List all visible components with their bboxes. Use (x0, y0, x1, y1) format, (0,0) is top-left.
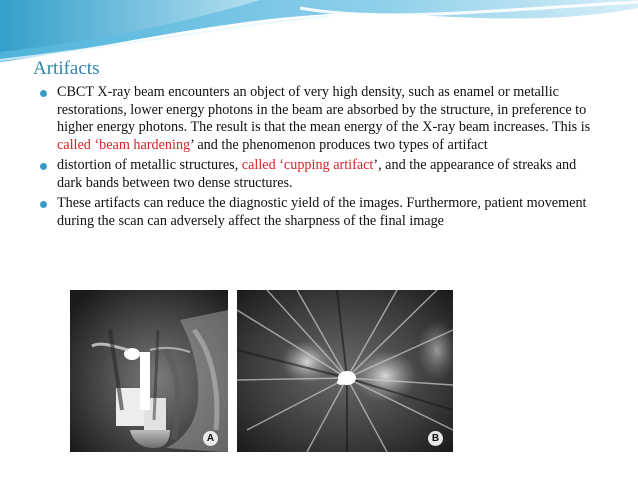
figure-badge-a: A (203, 431, 218, 446)
bullet-dot-icon (40, 90, 47, 97)
bullet-text: CBCT X-ray beam encounters an object of very high density, such as enamel or metallic restorations, lower energy photons in the beam are absorbed by the structure, in preference to higher energy photons. The result is that the mean energy of the X-ray beam increases. This is (57, 84, 591, 135)
bullet-text-end: ’ and the phenomenon produces two types of artifact (190, 136, 488, 153)
slide-title: Artifacts (33, 58, 100, 79)
figure-badge-b: B (428, 431, 443, 446)
bullet-text-end: ’, and the appearance of streaks and dark bands between two dense structures. (57, 157, 577, 191)
bullet-item (40, 157, 600, 192)
bullet-highlight: called ‘beam hardening (57, 136, 191, 153)
bullet-text: These artifacts can reduce the diagnostic yield of the images. Furthermore, patient movement during the scan can adversely affect the sharpness of the final image (57, 195, 587, 229)
figure-b-cbct-image (237, 290, 453, 452)
bullet-dot-icon (40, 163, 47, 170)
bullet-dot-icon (40, 201, 47, 208)
bullet-text: distortion of metallic structures, (57, 157, 242, 173)
bullet-highlight: called ‘cupping artifact (241, 157, 374, 173)
bullet-list (40, 84, 600, 233)
bullet-item (40, 84, 600, 154)
bullet-item (40, 195, 600, 230)
figure-a-cbct-image (70, 290, 228, 452)
